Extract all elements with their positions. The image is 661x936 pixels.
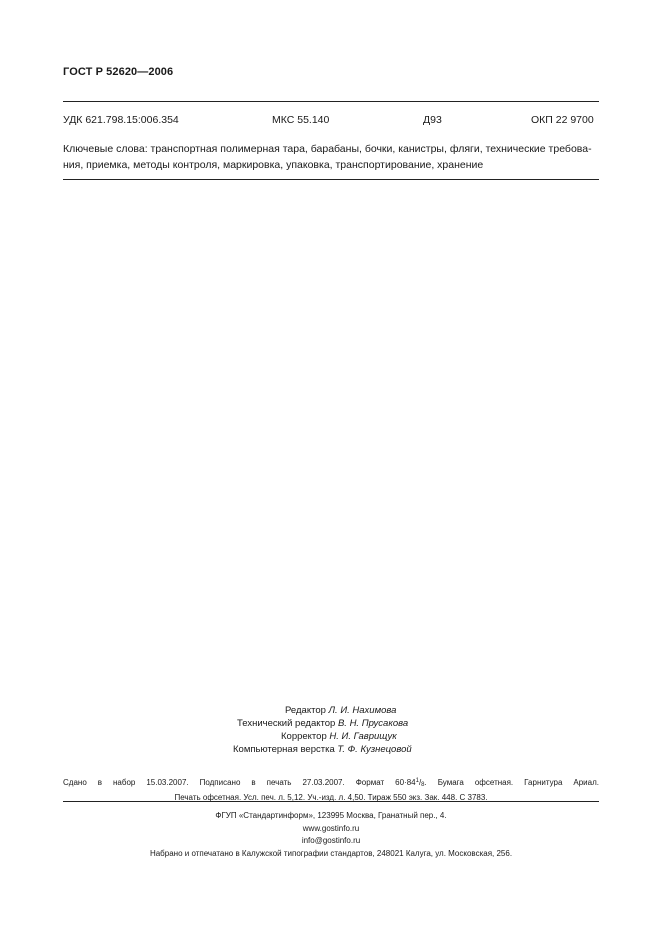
publication-line-1: Сдано в набор 15.03.2007. Подписано в печать 27.03.2007. Формат $60\cdot 84^1/8$. Бумага офсетная. Гарнитура Ариал. bbox=[63, 778, 599, 788]
publication-line-2: Печать офсетная. Усл. печ. л. 5,12. Уч.-изд. л. 4,50. Тираж 550 экз. Зак. 448. С 3783. bbox=[174, 792, 488, 802]
staff-name: Н. И. Гаврищук bbox=[329, 731, 397, 742]
staff-name: В. Н. Прусакова bbox=[337, 718, 409, 729]
staff-corrector bbox=[281, 730, 397, 744]
keywords-line-2: ния, приемка, методы контроля, маркировка, упаковка, транспортирование, хранение bbox=[63, 159, 484, 171]
okp-code: ОКП 22 9700 bbox=[531, 114, 594, 126]
publisher-address: ФГУП «Стандартинформ», 123995 Москва, Гранатный пер., 4. bbox=[215, 811, 447, 820]
staff-role: Технический редактор bbox=[237, 718, 336, 729]
keywords-divider bbox=[63, 179, 599, 180]
publication-info bbox=[63, 775, 599, 804]
staff-role: Компьютерная верстка bbox=[233, 744, 335, 755]
publisher-footer bbox=[63, 810, 599, 860]
staff-layout bbox=[233, 743, 412, 757]
website-link: www.gostinfo.ru bbox=[302, 823, 360, 833]
staff-role: Редактор bbox=[285, 705, 326, 716]
contact-line bbox=[63, 823, 599, 848]
staff-name: Т. Ф. Кузнецовой bbox=[337, 744, 412, 755]
keywords-line-1: Ключевые слова: транспортная полимерная тара, барабаны, бочки, канистры, фляги, технические требова- bbox=[63, 143, 592, 155]
group-code: Д93 bbox=[423, 114, 442, 126]
top-divider bbox=[63, 101, 599, 102]
printer-info: Набрано и отпечатано в Калужской типографии стандартов, 248021 Калуга, ул. Московская, 256. bbox=[149, 848, 513, 858]
staff-name: Л. И. Нахимова bbox=[328, 705, 397, 716]
footer-divider bbox=[63, 801, 599, 802]
email-link: info@gostinfo.ru bbox=[301, 836, 361, 845]
keywords bbox=[63, 141, 599, 173]
standard-code: ГОСТ Р 52620—2006 bbox=[63, 66, 174, 78]
mks-code: МКС 55.140 bbox=[272, 114, 330, 126]
staff-tech-editor bbox=[237, 717, 408, 731]
staff-editor bbox=[285, 704, 396, 718]
staff-role: Корректор bbox=[281, 731, 327, 742]
udk-code: УДК 621.798.15:006.354 bbox=[63, 114, 179, 126]
